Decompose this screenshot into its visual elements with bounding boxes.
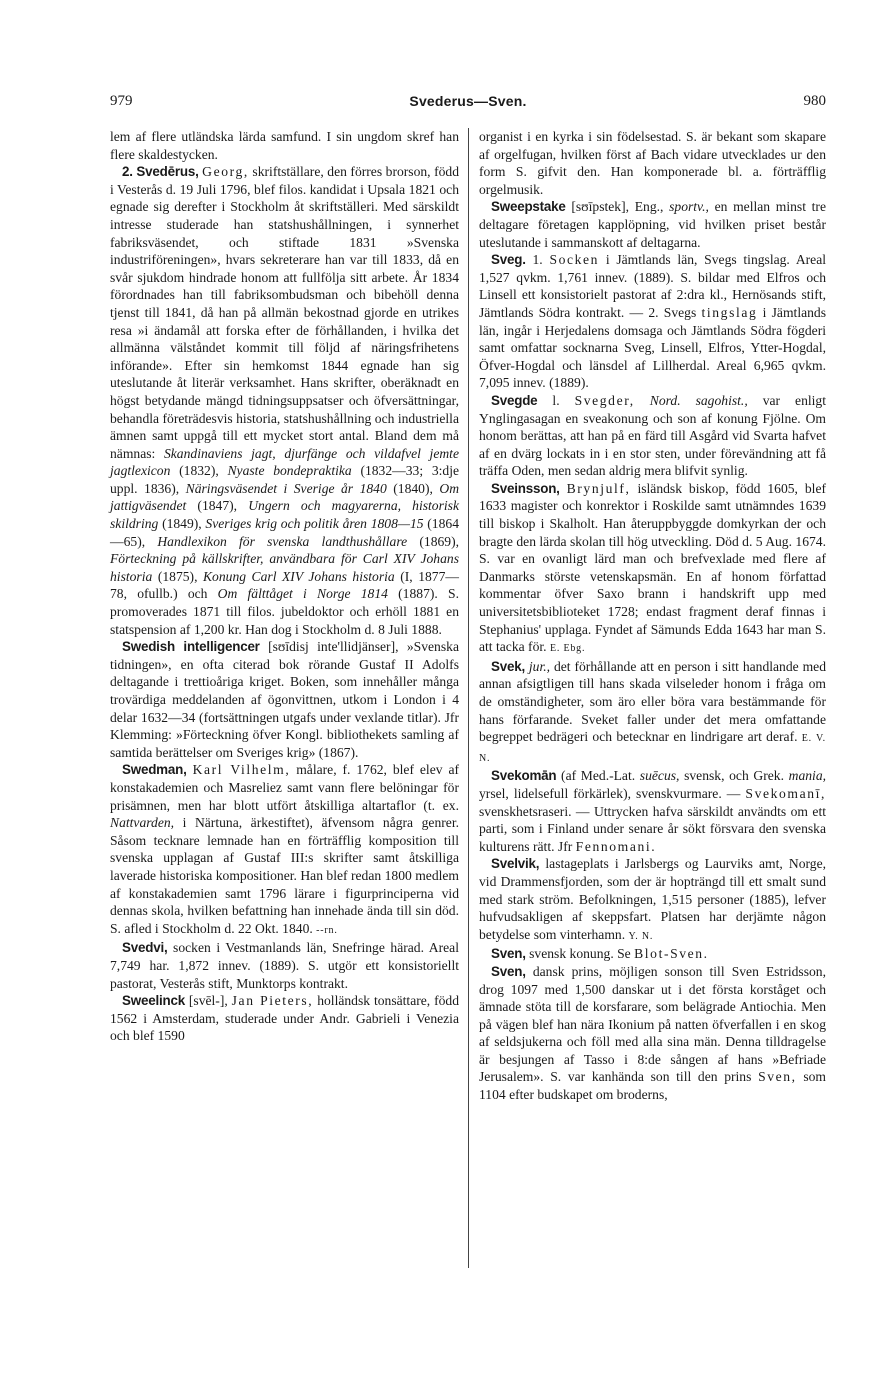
- headword: Sweelinck: [122, 993, 185, 1009]
- page-number-right: 980: [803, 93, 826, 109]
- headword: Svedvi,: [122, 940, 168, 956]
- entry-sveinsson: Sveinsson, Brynjulf, isländsk biskop, född 1605, blef 1633 magister och konrektor i Roskilde samt utnämndes 1639 till biskop i Skalholt. Han återuppbyggde domkyrkan der och bragte den lärda skolan till hög utveckling. Död d. 5 Aug. 1674. S. var en ovanligt lärd man och brefvexlade med flere af Danmarks störste vetenskapsmän. En af honom författad kommentar öfver Saxo brann i handskrift upp med universitetsbiblioteket 1728; endast fragment deraf finnas i Stephanius' upplaga. Fyndet af Sämunds Edda 1643 har man S. att tacka för. E. Ebg.: [479, 480, 826, 655]
- entry-svekoman: Svekomān (af Med.-Lat. suēcus, svensk, och Grek. mania, yrsel, lidelsefull förkärlek), svenskvurmare. — Svekomanī, svenskhetsraseri. — Uttrycken hafva särskildt användts om ett parti, som i Finland under senare år sökt försvara den svenska kulturens rätt. Jfr Fennomani.: [479, 768, 827, 854]
- headword: Sven,: [491, 946, 526, 962]
- entry-continuation: organist i en kyrka i sin födelsestad. S. är bekant som skapare af orgelfugan, hvilken först af Bach vidare utvecklades ur den form S. gifvit den. Han komponerade bl. a. förträfflig orgelmusik.: [479, 129, 826, 197]
- author-signature: --rn.: [316, 924, 338, 936]
- running-head: Svederus—Sven.: [409, 93, 527, 109]
- author-signature: E. Ebg.: [549, 643, 586, 655]
- page-number-left: 979: [110, 93, 133, 109]
- headword: Svek,: [491, 658, 525, 674]
- column-divider: [468, 128, 469, 1268]
- author-signature: Y. N.: [628, 930, 654, 942]
- headword: Svelvik,: [491, 856, 540, 872]
- entry-svegde: Svegde l. Svegder, Nord. sagohist., var enligt Ynglingasagan en sveakonung och son af konung Fjölne. Om honom berättas, att han på en färd till Asgård vid Svarta hafvet af en dvärg lockats in i en stor sten, under förevändning att få träffa Oden, men sedan aldrig mera blifvit synlig.: [479, 392, 826, 479]
- left-column: [110, 128, 459, 1045]
- entry-sven-prins: Sven, dansk prins, möjligen sonson till Sven Estridsson, drog 1097 med 1,500 danskar ut i det första korståget och ämnade stöta till de korsfarare, som belägrade Antiochia. Men på vägen blef han nära Ikonium på natten öfverfallen i en skog af seldsjukerna och föll med alla sina män. Denna tilldragelse är besjungen af Tasso i 8:de sången af hans »Befriade Jerusalem». S. var kanhända son till den prins Sven, som 1104 efter budskapet om broderns,: [479, 963, 827, 1103]
- headword: 2. Svedērus,: [122, 164, 199, 180]
- headword: Sveinsson,: [491, 480, 560, 496]
- entry-swedman: Swedman, Karl Vilhelm, målare, f. 1762, blef elev af konstakademien och Masreliez samt vann flere belöningar för prisämnen, men har blott utfört åtskilliga altartaflor (t. ex. Nattvarden, i Närtuna, ärkestiftet), äfvensom några genrer. Såsom tecknare lemnade han en förträfflig komposition till svenska upplagan af Gustaf III:s skrifter samt åtskilliga laverade historiska kompositioner. Han blef redan 1800 medlem af konstakademien samt 1796 lärare i figurprinciperna vid dennas skola, hvilken befattning han innehade ända till sin död. S. afled i Stockholm d. 22 Okt. 1840. --rn.: [110, 762, 460, 936]
- entry-svelvik: Svelvik, lastageplats i Jarlsbergs og Laurviks amt, Norge, vid Drammensfjorden, som der är hopträngd till ett smalt sund med stark ström. Befolkningen, 1,515 personer (1885), lefver hufvudsakligen af skeppsfart. Platsen har derjämte någon betydelse som vinterhamn. Y. N.: [479, 856, 826, 942]
- headword: Svegde: [491, 392, 538, 408]
- headword: Swedman,: [122, 762, 187, 778]
- entry-sweelinck: Sweelinck [svēl-], Jan Pieters, holländsk tonsättare, född 1562 i Amsterdam, studerade under Andr. Gabrieli i Venezia och blef 1590: [110, 993, 460, 1044]
- entry-sveg: Sveg. 1. Socken i Jämtlands län, Svegs tingslag. Areal 1,527 qvkm. 1,761 innev. (1889). S. bildar med Elfros och Linsell ett konsistorielt pastorat af 2:dra kl., Hernösands stift, Jämtlands Södra kontrakt. — 2. Svegs tingslag i Jämtlands län, ingår i Herjedalens domsaga och Jämtlands Södra fögderi samt omfattar socknarna Sveg, Linsell, Elfros, Ytter-Hogdal, Öfver-Hogdal och länsdel af Lillherdal. Areal 6,965 qvkm. 7,095 innev. (1889).: [479, 252, 827, 391]
- headword: Swedish intelligencer: [122, 639, 260, 655]
- entry-svederus: 2. Svedērus, Georg, skriftställare, den förres brorson, född i Vesterås d. 19 Juli 1796, blef filos. kandidat i Upsala 1821 och egnade sig derefter i Stockholm åt skriftställeri. Med särskildt intresse studerade han statshushållningen, i synnerhet fabriksväsendet, och stiftade 1831 »Svenska industriföreningen», hvars sekreterare han var till 1833, då en svår sjukdom hindrade honom att fullfölja sitt arbete. År 1834 förordnades han till fabriksombudsman och bibehöll denna tjenst till 1841, då han på allmän bekostnad gjorde en utrikes resa »i ändamål att forska efter de förhållanden, i hvilka det allmänna välståndet kommit till följd af näringsfrihetens införande». Efter sin hemkomst 1844 egnade han sig uteslutande åt literär verksamhet. Hans skrifter, oberäknadt en högst betydande mängd tidningsuppsatser och öfversättningar, behandla företrädesvis historia, statshushållning och industriella ämnen samt uppgå till ett mycket stort antal. Bland dem må nämnas: Skandinaviens jagt, djurfänge och vildafvel jemte jagtlexicon (1832), Nyaste bondepraktika (1832—33; 3:dje uppl. 1836), Näringsväsendet i Sverige år 1840 (1840), Om jattigväsendet (1847), Ungern och magyarerna, historisk skildring (1849), Sveriges krig och politik åren 1808—15 (1864—65), Handlexikon för svenska landthushållare (1869), Förteckning på källskrifter, användbara för Carl XIV Johans historia (1875), Konung Carl XIV Johans historia (I, 1877—78, ofullb.) och Om fälttåget i Norge 1814 (1887). S. promoverades 1871 till filos. jubeldoktor och erhöll 1881 en statspension af 1,200 kr. Han dog i Stockholm d. 8 Juli 1888.: [110, 164, 460, 637]
- entry-sven-konung: Sven, svensk konung. Se Blot-Sven.: [491, 946, 709, 962]
- headword: Sven,: [491, 963, 526, 979]
- entry-svek: Svek, jur., det förhållande att en person i sitt handlande med annan afsigtligen till hans skada vilseleder honom i fråga om de omständigheter, som äro eller böra vara bestämmande för hans förfarande. Sveket faller under det mera omfattande begreppet bedrägeri och betecknar en lindrigare art deraf. E. V. N.: [479, 658, 826, 764]
- entry-swedish-intelligencer: Swedish intelligencer [sʊīdisj inte'llidjänser], »Svenska tidningen», en ofta citerad bok rörande Gustaf II Adolfs deltagande i trettioåriga kriget. Boken, som innehåller många trovärdiga meddelanden af ögonvittnen, utkom i London i 4 delar 1632—34 (fortsättningen utgafs under vexlande titlar). Jfr Klemming: »Förteckning öfver Kongl. bibliothekets samling af samtida berättelser om Sveriges krig» (1867).: [110, 639, 459, 760]
- headword: Sveg.: [491, 252, 526, 268]
- author-signature: E. V. N.: [479, 733, 826, 764]
- entry-svedvi: Svedvi, socken i Vestmanlands län, Snefringe härad. Areal 7,749 har. 1,872 innev. (1889). S. utgör ett konsistoriellt pastorat, Vesterås stift, Munktorps kontrakt.: [110, 940, 459, 991]
- page-header: [110, 93, 826, 115]
- headword: Sweepstake: [491, 199, 566, 215]
- entry-continuation: lem af flere utländska lärda samfund. I sin ungdom skref han flere skaldestycken.: [110, 129, 459, 162]
- entry-sweepstake: Sweepstake [sʊīpstek], Eng., sportv., en mellan minst tre deltagare företagen kapplöpning, vid hvilken priset består uteslutande i sammanskott af deltagarna.: [479, 199, 826, 250]
- headword: Svekomān: [491, 768, 557, 784]
- right-column: [479, 128, 826, 1104]
